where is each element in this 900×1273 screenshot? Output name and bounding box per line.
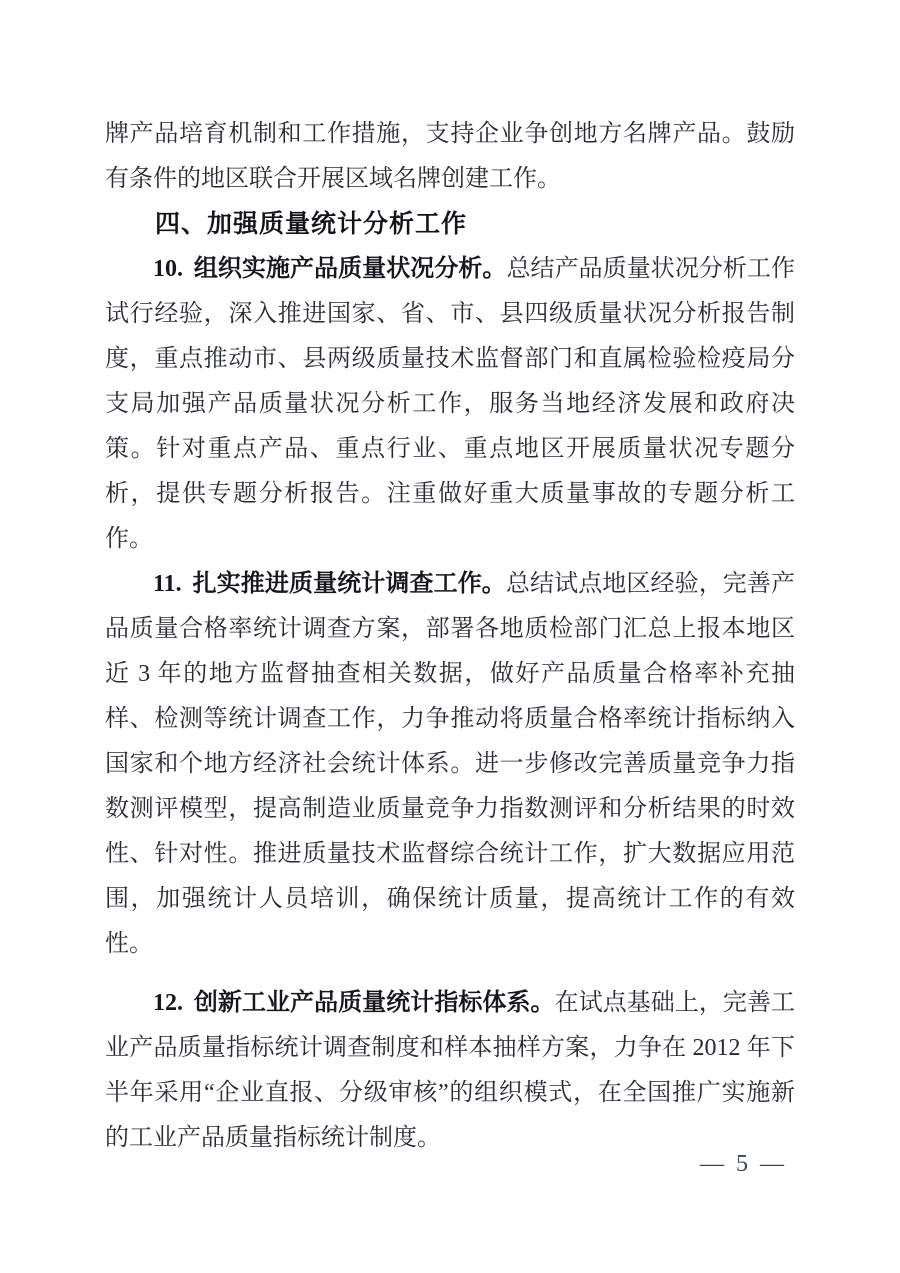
item-11-lead: 扎实推进质量统计调查工作。 bbox=[192, 571, 506, 597]
paragraph-item-11 bbox=[105, 562, 795, 967]
section-heading: 四、加强质量统计分析工作 bbox=[155, 210, 468, 238]
document-body bbox=[105, 112, 795, 1161]
item-11-number: 11. bbox=[153, 571, 182, 597]
paragraph-item-10 bbox=[105, 247, 795, 562]
item-10-lead: 组织实施产品质量状况分析。 bbox=[193, 256, 507, 282]
item-12-text: 在试点基础上，完善工业产品质量指标统计调查制度和样本抽样方案，力争在 2012 年下半年采用“企业直报、分级审核”的组织模式，在全国推广实施新的工业产品质量指标统计制度。 bbox=[105, 990, 796, 1151]
paragraph-continuation: 牌产品培育机制和工作措施，支持企业争创地方名牌产品。鼓励有条件的地区联合开展区域名牌创建工作。 bbox=[105, 121, 795, 192]
item-10-text: 总结产品质量状况分析工作试行经验，深入推进国家、省、市、县四级质量状况分析报告制度，重点推动市、县两级质量技术监督部门和直属检验检疫局分支局加强产品质量状况分析工作，服务当地经济发展和政府决策。针对重点产品、重点行业、重点地区开展质量状况专题分析，提供专题分析报告。注重做好重大质量事故的专题分析工作。 bbox=[105, 256, 796, 552]
item-11-text: 总结试点地区经验，完善产品质量合格率统计调查方案，部署各地质检部门汇总上报本地区近 3 年的地方监督抽查相关数据，做好产品质量合格率补充抽样、检测等统计调查工作，力争推动将质量合格率统计指标纳入国家和个地方经济社会统计体系。进一步修改完善质量竞争力指数测评模型，提高制造业质量竞争力指数测评和分析结果的时效性、针对性。推进质量技术监督综合统计工作，扩大数据应用范围，加强统计人员培训，确保统计质量，提高统计工作的有效性。 bbox=[105, 571, 796, 957]
item-10-number: 10. bbox=[153, 256, 183, 282]
page-number: — 5 — bbox=[700, 1151, 787, 1177]
item-12-lead: 创新工业产品质量统计指标体系。 bbox=[193, 990, 555, 1016]
item-12-number: 12. bbox=[153, 990, 183, 1016]
page-footer bbox=[700, 1148, 787, 1180]
paragraph-item-12 bbox=[105, 981, 795, 1161]
